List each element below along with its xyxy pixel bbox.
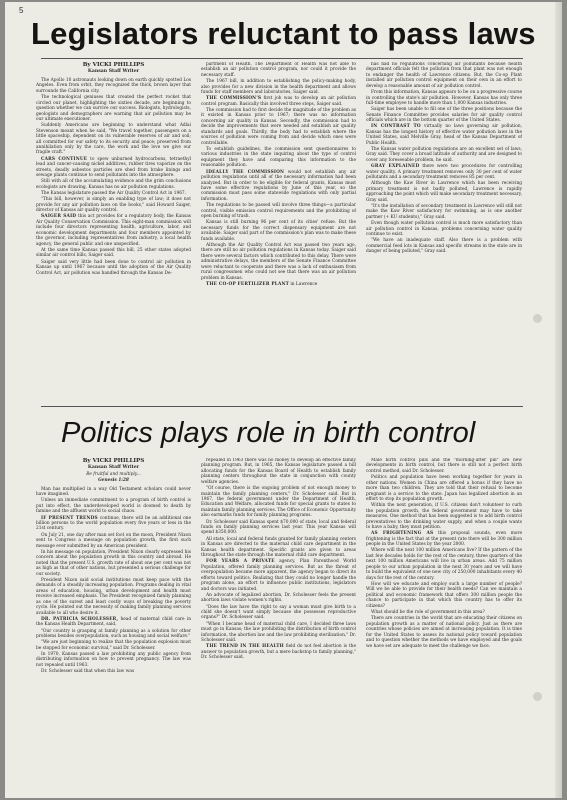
article-paragraph xyxy=(201,520,356,536)
article-paragraph xyxy=(366,610,522,615)
epigraph-reference: Genesis 1:28 xyxy=(98,478,129,484)
paragraph-text: At the same time Kansas passed this bill, 25 other states adopted similar air control bills, Saiger said. xyxy=(36,247,191,259)
paragraph-text: "Of course, there is the ongoing problem of not enough money to maintain the family planning centers," Dr. Scholesser said. But in 1967, the federal government under the Department of Health, Education and Welfare, allocated funds for special grants to states to maintain family planning services. The Office of Economic Opportunity also earmarks funds for family planning programs. xyxy=(201,486,356,519)
paragraph-lead-in: THE CO-OP FERTILIZER PLANT xyxy=(206,281,290,287)
article-paragraph xyxy=(201,147,356,169)
article-paragraph xyxy=(36,533,191,549)
staff-role: Kansan Staff Writer xyxy=(87,465,140,470)
paragraph-text: would not establish any air pollution regulations until all of the necessary information had been analyzed. But in order to be eligible for federal grants, Kansas must have some effective regulations by June of this year, so the commission must pass some statewide regulations with only partial information. xyxy=(201,169,356,202)
headline-politics: Politics plays role in birth control xyxy=(61,417,476,449)
article-paragraph xyxy=(366,204,522,220)
article-paragraph xyxy=(201,559,356,592)
paragraph-lead-in: THE COMMISSION'S xyxy=(206,96,262,102)
article-paragraph xyxy=(201,220,356,242)
article-paragraph xyxy=(366,62,522,89)
article-paragraph xyxy=(366,90,522,106)
paragraph-text: Saiger has been unable to fill one of the three positions because the Senate Finance Committee provides salaries for air quality control officials which are in the bottom quarter of the United States. xyxy=(366,107,522,124)
article2-column-1 xyxy=(36,458,191,794)
article-paragraph xyxy=(36,248,191,259)
article-paragraph xyxy=(201,458,356,485)
byline: By VICKI PHILLIPS xyxy=(82,458,145,464)
paragraph-text: Even though water pollution control is much more satisfactory than air pollution control in Kansas, problems concerning water quality continue to exist. xyxy=(366,221,522,237)
article-paragraph xyxy=(36,191,191,196)
article-paragraph xyxy=(366,221,522,237)
article-paragraph xyxy=(201,108,356,146)
paragraph-lead-in: SAIGER SAID xyxy=(41,214,77,220)
paragraph-text: first job was to develop an air pollution control program. Basically this involved three steps, Saiger said. xyxy=(201,96,356,107)
article-paragraph xyxy=(201,282,356,287)
paragraph-text: The Apollo 10 astronauts looking down on earth quickly spotted Los Angeles. Even from orbit, they recognized the thick, brown layer that surrounds the California city. xyxy=(36,78,191,94)
article-paragraph xyxy=(201,203,356,219)
byline: By VICKI PHILLIPS xyxy=(82,62,145,68)
article-paragraph xyxy=(366,124,522,146)
paragraph-lead-in: GRAY EXPLAINED xyxy=(371,164,420,170)
section-rule xyxy=(41,406,523,407)
article-paragraph xyxy=(36,214,191,247)
article-paragraph xyxy=(36,487,191,498)
paragraph-text: Within the next generation, if U.S. citizens don't volunteer to curb the population growth, the federal government may have to take measures. One method that has been suggested is to add birth control preventatives to the drinking water supply, and when a couple wants to have a baby, they must petition. xyxy=(366,503,522,531)
page-number: 5 xyxy=(19,6,24,15)
paragraph-text: Saiger said very little had been done to control air pollution in Kansas up until 1967 because until the adoption of the Air Quality Control Act, air pollution was handled through the Kansas De- xyxy=(36,259,191,276)
paragraph-lead-in: IF PRESENT TRENDS xyxy=(41,515,98,521)
article-paragraph xyxy=(36,640,191,651)
article-paragraph xyxy=(201,62,356,78)
article-paragraph xyxy=(201,96,356,107)
paragraph-text: An advocate of legalized abortion, Dr. Scholesser feels the present abortion laws violate women's rights. xyxy=(201,592,356,604)
paragraph-text: partment of Health. The Department of Health was not able to establish an air pollution control program, nor could it provide the necessary staff. xyxy=(201,62,356,78)
paragraph-lead-in: CARS CONTINUE xyxy=(41,156,88,162)
article-paragraph xyxy=(366,458,522,474)
paper-smudge xyxy=(533,692,542,701)
article-paragraph xyxy=(36,179,191,190)
newspaper-page xyxy=(5,2,562,798)
paragraph-text: "This bill, however, is simply an enabling type of law; it does not provide for any air pollution laws on the books," said Howard Saiger, director of Kansas air quality control. xyxy=(36,197,191,214)
article-paragraph xyxy=(366,238,522,254)
staff-role: Kansan Staff Writer xyxy=(87,69,140,74)
article-paragraph xyxy=(36,498,191,514)
paragraph-text: head of maternal child care in the Kansas Health Department, said, xyxy=(36,616,191,628)
paragraph-lead-in: IDEALLY THE COMMISSION xyxy=(206,169,285,175)
article-paragraph xyxy=(201,593,356,604)
paragraph-text: The 1967 bill, in addition to establishing the policy-making body, also provides for a new division in the health department and allows funds for staff members and laboratories, Saiger said. xyxy=(201,79,356,96)
paragraph-text: The regulations to be passed will involve three things—a particular control, visible emission control requirements and the prohibiting of open burning of trash. xyxy=(201,203,356,220)
paragraph-text: virtually no laws governing air pollution, Kansas has the longest history of effective water pollution laws in the United States, said Melville Gray, head of the Kansas Department of Public Health. xyxy=(366,124,522,146)
paragraph-text: From this information, Kansas appears to be on a progressive course in controlling the state's air pollution. However, Kansas has only three full-time employee to handle more than 1,000 Kansas industries. xyxy=(366,90,522,106)
article-paragraph xyxy=(366,616,522,649)
paragraph-lead-in: DR. PATRICIA SCHOLESSER, xyxy=(41,616,119,622)
article-paragraph xyxy=(36,123,191,156)
article2-column-2 xyxy=(201,458,356,794)
paragraph-text: agency, Plan Parenthood World Population, offered family planning services. But as the threat of overpopulation became more apparent, the agency began to direct its efforts toward politics. Realizing that they could no longer handle the program alone, an effort to influence public institutions, legislators and doctors was initiated. xyxy=(201,559,356,592)
article-paragraph xyxy=(36,157,191,179)
paragraph-text: to spew unburned hydrocarbons, tetraethyl lead and cancer-causing nickel additives, rubber tires vaporize on the streets, deadly asbestos particles are shed from brake linings and sewage plants continue to send pollutants into the atmosphere. xyxy=(36,156,191,179)
paragraph-text: "When I became head of maternal child care, I decided three laws must go in Kansas; the law prohibiting the distribution of birth control information, the abortion law and the law prohibiting sterilization," Dr. Scholesser said. xyxy=(201,621,356,644)
article-paragraph xyxy=(201,79,356,95)
article-paragraph xyxy=(201,537,356,559)
paragraph-text: Unless an immediate commitment to a program of birth control is put into effect, the underdeveloped world is doomed to death by famine and the affluent world to social chaos. xyxy=(36,498,191,515)
paragraph-text: in Lawrence xyxy=(289,281,318,287)
article-paragraph xyxy=(36,669,191,674)
paragraph-text: "We are just beginning to realize that the population explosion must be stopped for economic survival," said Dr. Scholesser. xyxy=(36,640,191,651)
article-paragraph xyxy=(366,107,522,123)
article-paragraph xyxy=(36,550,191,577)
headline-legislators: Legislators reluctant to pass laws xyxy=(31,16,536,51)
paragraph-text: "It's the installation of secondary treatment in Lawrence will still not make the Kaw River satisfactory for swimming, as is one another partner (+ KU students)," Gray said. xyxy=(366,203,522,220)
article-paragraph xyxy=(201,243,356,281)
article-paragraph xyxy=(366,548,522,581)
paragraph-text: On July 21, one day after man set foot on the moon, President Nixon sent to Congress a message on population growth, the first such message ever submitted by an American president. xyxy=(36,532,191,549)
article-paragraph xyxy=(366,164,522,180)
paragraph-text: In his message on population, President Nixon clearly expressed his concern about the population growth in this country and abroad. He noted that the present U.S. growth rate of about one per cent was not as high as that of other nations, but presented a serious challenge for our society. xyxy=(36,549,191,577)
paragraph-text: The technological geniuses that created the perfect rocket that circled our planet, highlighting the sixties decade, are beginning to question whether we can survive our success. Biologists, hydrologists, geologists and demographers are warning that air pollution may be our ultimate executioner. xyxy=(36,95,191,122)
paragraph-text: continue, there will be an additional one billion persons to the world population every five years or less in the 21st century. xyxy=(36,515,191,532)
article-paragraph xyxy=(36,516,191,532)
article-paragraph xyxy=(366,475,522,502)
paragraph-text: Dr. Scholesser said Kansas spent $70,000 of state, local and federal funds on family planning services last year. This year Kansas will spend $350,000. xyxy=(201,519,356,536)
article-paragraph xyxy=(36,78,191,94)
paragraph-text: Where will the next 100 million Americans live? If the pattern of the last few decades holds for the rest of the century, three quarters of the next 100 million Americans will live in urban areas. Add 75 million people to our urban population in the next 30 years and we will have to build the equivalent of one new city of 250,000 inhabitants every 40 days for the rest of the century. xyxy=(366,548,522,581)
paragraph-lead-in: THE TREND IN THE HEALTH xyxy=(206,644,284,650)
paragraph-text: The Kansas legislature passed the Air Quality Control Act in 1967. xyxy=(41,191,187,197)
article-paragraph xyxy=(201,170,356,203)
article-paragraph xyxy=(36,95,191,122)
article1-column-1 xyxy=(36,62,191,402)
article-paragraph xyxy=(366,531,522,547)
paragraph-text: President Nixon said social institutions must keep pace with the demands of a steadily increasing population. Programs dealing in vital areas of education, housing, urban development and health must receive increased emphasis. The President recognized family planning as one of the surest and least costly ways of breaking the poverty cycle. He pointed out the necessity of making family planning services available to all who desire it. xyxy=(36,577,191,616)
paragraph-lead-in: AS FRIGHTENING AS xyxy=(371,531,434,537)
article-paragraph xyxy=(201,486,356,519)
article-paragraph xyxy=(366,147,522,163)
paragraph-text: Man has multiplied in a way Old Testament scholars could never have imagined. xyxy=(36,486,191,498)
paragraph-text: "Our country is grasping at family planning as a solution for other problems besides overpopulation, such as housing and social welfare." xyxy=(36,628,191,640)
paragraph-text: this proposal sounds, even more frightening is the fact that at the present rate there will be 300 million people in the United States by the year 2000. xyxy=(366,531,522,548)
article-paragraph xyxy=(201,605,356,621)
headline-rule xyxy=(41,58,523,59)
paragraph-text: How will we educate and employ such a large number of people? Will we be able to provide for their health needs? Can we maintain a political and economic framework that offers 300 million people the chance to participate in that which this country has to offer its citizens? xyxy=(366,581,522,609)
paragraph-text: Suddenly Americans are beginning to understand what Adlai Stevenson meant when he said, "We travel together, passengers on a little spaceship, dependent on its vulnerable reserves of air and soil; all committed for our safety to its security and peace; preserved from annihilation only by the care, the work and the love we give our fragile craft." xyxy=(36,123,191,156)
paragraph-lead-in: FOR YEARS A PRIVATE xyxy=(206,559,275,565)
paragraph-text: "We have an inadequate staff. Also there is a problem with commercial feed lots in Kansas and specific streams in the state are in danger of being polluted," Gray said. xyxy=(366,238,522,255)
paragraph-text: All state, local and federal funds granted for family planning centers in Kansas are directed to the maternal child care department in the Kansas health department. Specific grants are given to areas throughout the state through the maternal child care department. xyxy=(201,536,356,559)
article1-column-2 xyxy=(201,62,356,402)
paragraph-text: this act provides for a regulatory body, the Kansas Air Quality Conservation Commission. This eight-man commission will include four directors representing health, agriculture, labor, and economic development departments and four members appointed by the governor, including representatives from industry, a local health agency, the general public and one unspecified. xyxy=(36,214,191,247)
paragraph-text: field do not feel abortion is the answer to population growth, but a mere backstop to family planning," Dr. Scholesser said. xyxy=(201,644,356,661)
paragraph-text: The Kansas water pollution regulations are an excellent set of laws, Gray said. They cover a broad latitude of authority and are designed to cover any foreseeable problem, he said. xyxy=(366,146,522,163)
paragraph-text: Kansas is still burning 96 per cent of its cities' refuse. But the necessary funds for the correct dispensary equipment are not available. Saiger said part of the commission's plan was to make these funds available. xyxy=(201,220,356,242)
paragraph-text: In 1970, Kansas passed a law prohibiting any public agency from distributing information on how to prevent pregnancy. The law was not repealed until 1963. xyxy=(36,652,191,668)
article-paragraph xyxy=(366,181,522,203)
article-paragraph xyxy=(36,578,191,616)
article-paragraph xyxy=(36,260,191,276)
paragraph-text: there were two procedures for controlling water quality. A primary treatment removes only 30 per cent of water pollutants and a secondary treatment removes 85 per cent. xyxy=(366,164,522,181)
paragraph-text: To establish guidelines, the commission sent questionnaires to various industries in the state inquiring about the type of control equipment they have and comparing this information to the reasonable pollution. xyxy=(201,146,356,169)
article-paragraph xyxy=(36,629,191,640)
paragraph-text: The commission had to first decide the magnitude of the problem as it existed in Kansas prior to 1967; there was no information concerning air quality in Kansas. Secondly, the commission had to decide the improvements that were needed and establish air quality standards and goals. Thirdly, the body had to establish where the sources of pollution were coming from and decide which ones were controllable. xyxy=(201,108,356,146)
article-paragraph xyxy=(36,197,191,213)
paragraph-text: repealed in 1963 there was no money to develop an effective family planning program. But, in 1965, the Kansas legislature passed a bill allocating funds for the Kansas Board of Health to establish family planning centers throughout the state in conjunction with county welfare agencies. xyxy=(201,458,356,485)
article-paragraph xyxy=(36,617,191,628)
paper-smudge xyxy=(533,314,542,323)
paragraph-text: Male birth control pills and the "morning-after pill" are new developments in birth control, but there is still not a perfect birth control method, said Dr. Scholesser. xyxy=(366,458,522,474)
paragraph-text: Although the Kaw River in Lawrence which has been receiving primary treatment is not badly polluted, Lawrence is rapidly approaching the point which will make secondary treatment necessary, Gray said. xyxy=(366,181,522,203)
paragraph-lead-in: IN CONTRAST TO xyxy=(371,124,421,130)
paragraph-text: Politics and population have been working together for years in other nations. Women in China are offered a bonus if they have no more than two children. They are told that their refusal to become pregnant is a service to the state. Japan has legalized abortion in an effort to stop its population growth. xyxy=(366,475,522,502)
article-paragraph xyxy=(366,582,522,609)
paragraph-text: Dr. Scholesser said that when this law was xyxy=(41,669,135,675)
article-paragraph xyxy=(201,644,356,660)
article1-column-3 xyxy=(366,62,522,402)
paragraph-text: Still with all of the accumulating evidence and the grim conclusions ecologists are drawing, Kansas has no air pollution regulations. xyxy=(36,179,191,190)
paragraph-text: There are countries in the world that are educating their citizens on population growth as a matter of national policy. Just as there are countries whose policies are aimed at increasing population. It is time for the United States to assess its national policy toward population and to question whether the methods we have employed and the goals we have set are adequate to meet the challenge we face. xyxy=(366,616,522,649)
paragraph-text: "Does the law have the right to say a woman must give birth to a child she doesn't want simply because she possesses reproductive organs?" Dr. Scholesser said. xyxy=(201,604,356,621)
article-paragraph xyxy=(36,652,191,668)
paragraph-text: has had no regulations concerning air pollutants because health department officials felt the pollution from that plant was not enough to endanger the health of Lawrence citizens. But, the Co-op Plant installed air pollution control equipment on their own in an effort to develop a reasonable amount of air pollution control. xyxy=(366,62,522,89)
paragraph-text: Although the Air Quality Control Act was passed two years ago, there are still no air pollution regulations in Kansas today. Saiger said there were several factors which contributed to this delay. There were administrative delays, the members of the Senate Finance Committee were reluctant to cooperate and there was a lack of enthusiasm from rural congressmen who could not see that there was an air pollution problem in Kansas. xyxy=(201,242,356,281)
epigraph: Be fruitful and multiply... xyxy=(86,472,141,477)
article-paragraph xyxy=(201,622,356,644)
article-paragraph xyxy=(366,503,522,530)
article2-column-3 xyxy=(366,458,522,794)
paragraph-text: What should be the role of government in this area? xyxy=(371,610,485,616)
